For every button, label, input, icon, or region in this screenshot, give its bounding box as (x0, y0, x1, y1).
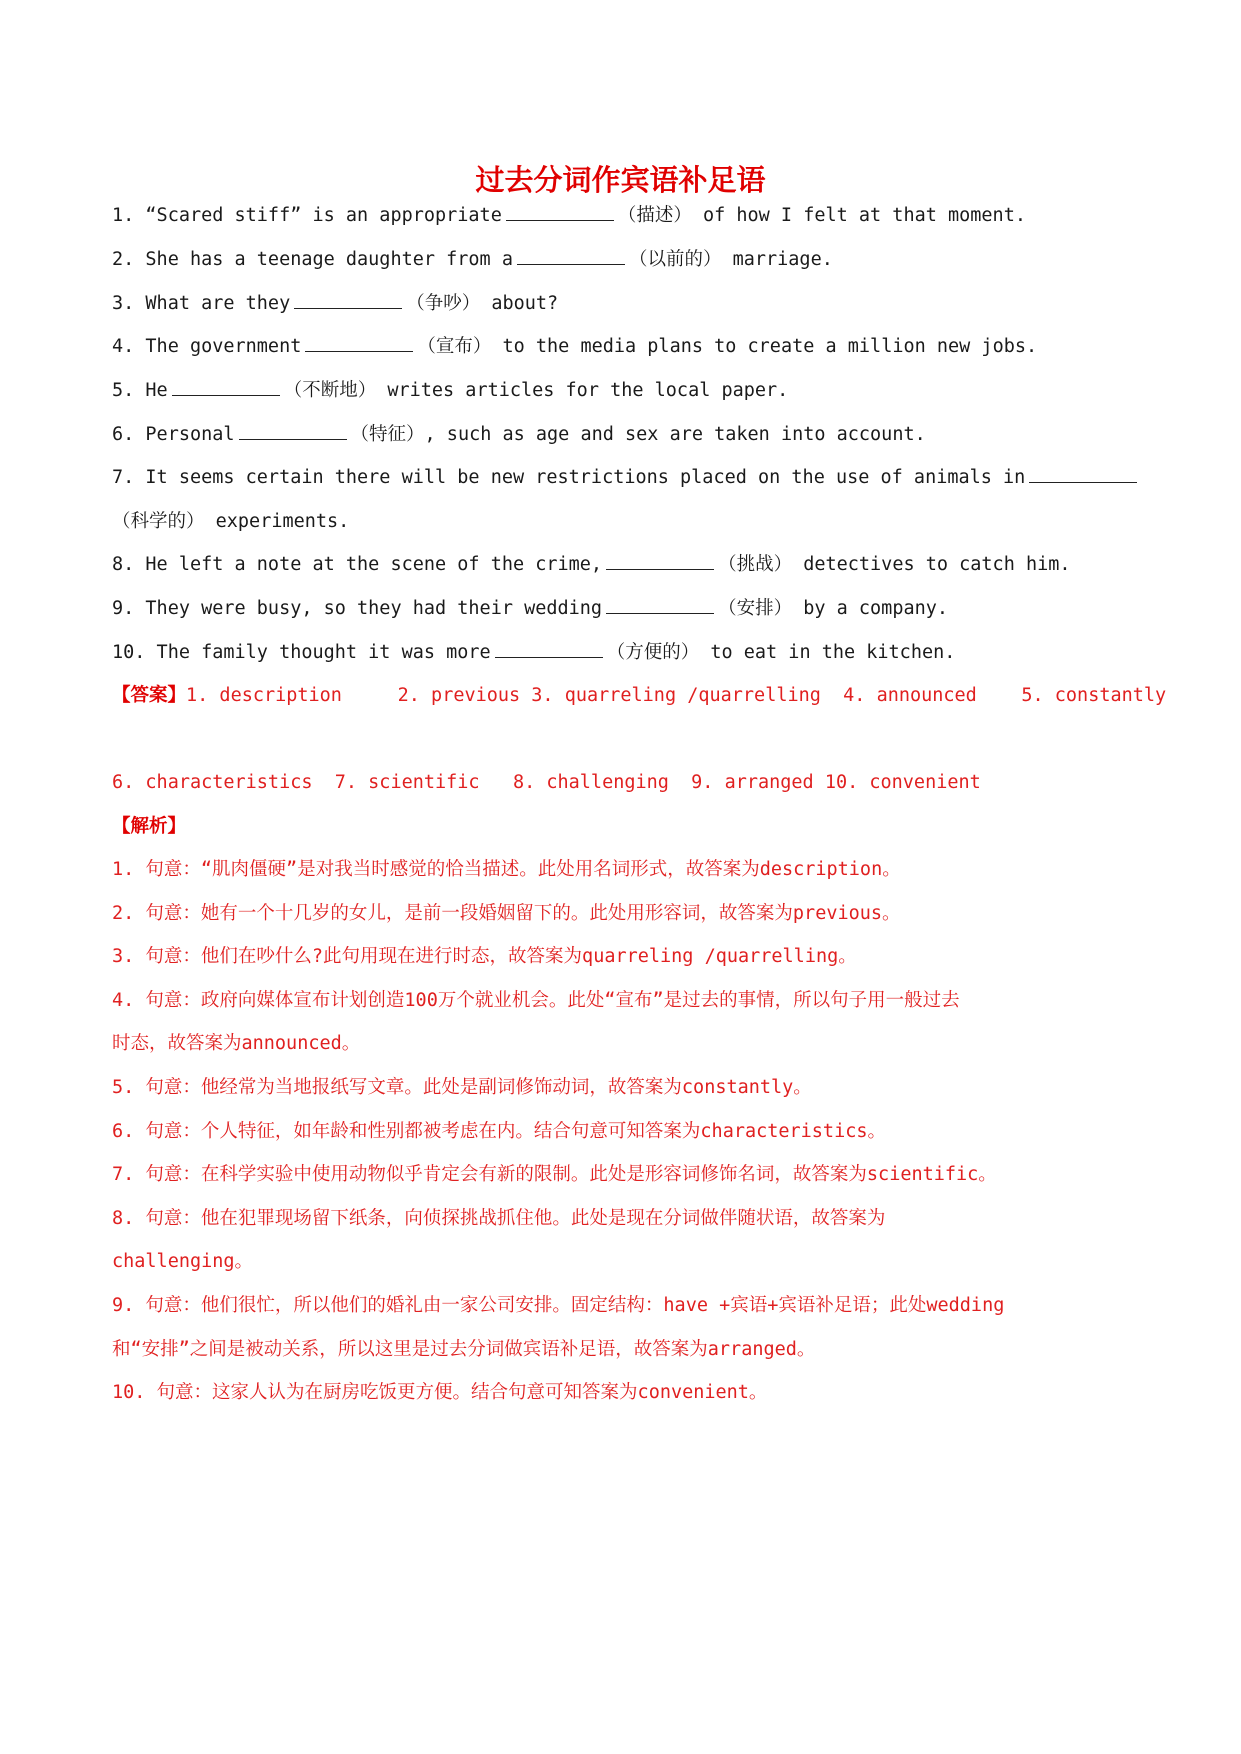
question-text: 10. The family thought it was more (112, 642, 491, 663)
analysis-line: 和“安排”之间是被动关系，所以这里是过去分词做宾语补足语，故答案为arranged。 (112, 1338, 816, 1360)
question-text: 1. “Scared stiff” is an appropriate (112, 205, 502, 226)
question-line (112, 290, 1142, 318)
answer-line-1 (112, 682, 1167, 710)
analysis-line: 6. 句意：个人特征，如年龄和性别都被考虑在内。结合句意可知答案为characteristics。 (112, 1120, 886, 1142)
answer-blank[interactable] (305, 333, 413, 352)
question-text: 3. What are they (112, 293, 291, 314)
question-hint: （描述） of how I felt at that moment. (617, 205, 1026, 226)
question-text: （科学的） experiments. (112, 511, 350, 532)
question-line (112, 246, 1142, 274)
question-text: 6. Personal (112, 424, 235, 445)
question-line (112, 421, 1142, 449)
question-line (112, 639, 1142, 667)
answer-blank[interactable] (172, 377, 280, 396)
analysis-line: 8. 句意：他在犯罪现场留下纸条，向侦探挑战抓住他。此处是现在分词做伴随状语，故答案为 (112, 1207, 886, 1229)
answer-blank[interactable] (239, 421, 347, 440)
analysis-heading: 【解析】 (112, 816, 187, 837)
analysis-line: 9. 句意：他们很忙，所以他们的婚礼由一家公司安排。固定结构：have +宾语+宾语补足语；此处wedding (112, 1295, 1005, 1316)
analysis-line: 5. 句意：他经常为当地报纸写文章。此处是副词修饰动词，故答案为constantly。 (112, 1077, 812, 1098)
analysis-line: 1. 句意：“肌肉僵硬”是对我当时感觉的恰当描述。此处用名词形式，故答案为description。 (112, 859, 901, 880)
answer-tag: 【答案】 (112, 685, 187, 706)
analysis-line: 3. 句意：他们在吵什么?此句用现在进行时态，故答案为quarreling /quarrelling。 (112, 946, 857, 968)
question-hint: （以前的） marriage. (628, 249, 833, 270)
question-hint: （宣布） to the media plans to create a million new jobs. (417, 336, 1038, 357)
answer-blank[interactable] (517, 246, 625, 265)
answer-line-2: 6. characteristics 7. scientific 8. challenging 9. arranged 10. convenient (112, 772, 981, 793)
question-text: 2. She has a teenage daughter from a (112, 249, 513, 270)
question-hint: （安排） by a company. (718, 598, 949, 619)
question-line (112, 202, 1142, 230)
answer-blank[interactable] (606, 551, 714, 570)
question-line (112, 464, 1142, 492)
analysis-line: 10. 句意：这家人认为在厨房吃饭更方便。结合句意可知答案为convenient。 (112, 1382, 768, 1404)
page-title: 过去分词作宾语补足语 (475, 163, 766, 197)
answer-blank[interactable] (606, 595, 714, 614)
answer-blank[interactable] (506, 202, 614, 221)
question-hint: （不断地） writes articles for the local paper. (283, 380, 789, 401)
answers-part-1: 1. description 2. previous 3. quarreling /quarrelling 4. announced 5. constantly (186, 685, 1167, 706)
question-text: 9. They were busy, so they had their wedding (112, 598, 603, 619)
question-text: 7. It seems certain there will be new restrictions placed on the use of animals in (112, 467, 1026, 488)
analysis-line: 时态，故答案为announced。 (112, 1033, 361, 1055)
answer-blank[interactable] (1029, 464, 1137, 483)
analysis-line: 4. 句意：政府向媒体宣布计划创造100万个就业机会。此处“宣布”是过去的事情，所以句子用一般过去 (112, 989, 960, 1011)
question-hint: （方便的） to eat in the kitchen. (606, 642, 956, 663)
question-line (112, 508, 1142, 536)
analysis-line: 2. 句意：她有一个十几岁的女儿，是前一段婚姻留下的。此处用形容词，故答案为previous。 (112, 902, 901, 924)
question-text: 8. He left a note at the scene of the crime, (112, 554, 603, 575)
answer-blank[interactable] (294, 290, 402, 309)
question-line (112, 333, 1142, 361)
question-text: 5. He (112, 380, 168, 401)
question-line (112, 595, 1142, 623)
answer-blank[interactable] (495, 639, 603, 658)
question-hint: （特征）, such as age and sex are taken into account. (350, 424, 926, 445)
question-hint: （争吵） about? (406, 293, 559, 314)
question-hint: （挑战） detectives to catch him. (718, 554, 1071, 575)
analysis-line: 7. 句意：在科学实验中使用动物似乎肯定会有新的限制。此处是形容词修饰名词，故答案为scientific。 (112, 1164, 997, 1186)
question-text: 4. The government (112, 336, 302, 357)
analysis-line: challenging。 (112, 1251, 254, 1273)
question-line (112, 551, 1142, 579)
question-line (112, 377, 1142, 405)
